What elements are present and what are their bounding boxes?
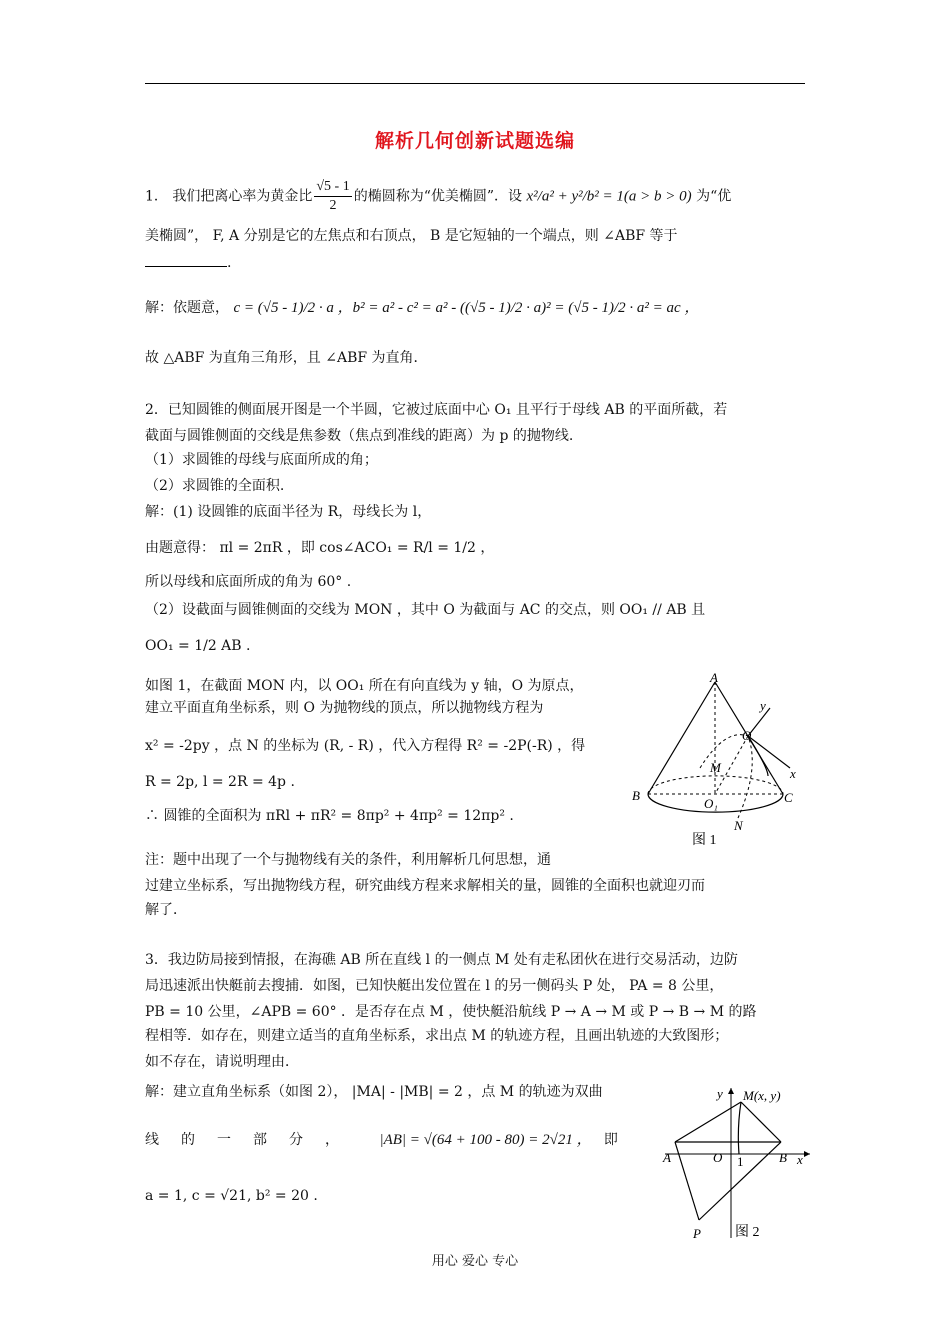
fig2-label-O: O [713, 1150, 723, 1165]
header-rule [145, 83, 805, 84]
q3-word: ， [325, 1132, 339, 1148]
q3-word: 分 [289, 1132, 303, 1148]
fig2-label-1: 1 [737, 1154, 744, 1169]
q2-solution-1: 解：(1) 设圆锥的底面半径为 R，母线长为 l， [145, 504, 432, 520]
q1-solution [145, 298, 805, 318]
fig1-label-x: x [790, 766, 796, 781]
fig2-label-y: y [717, 1086, 723, 1101]
q2-solution-2: 由题意得： πl = 2πR ，即 cos∠ACO₁ = R/l = 1/2 ， [145, 540, 495, 556]
q3-word: 一 [217, 1132, 231, 1148]
q3-statement-1: 3．我边防局接到情报，在海礁 AB 所在直线 l 的一侧点 M 处有走私团伙在进行交易活动，边防 [145, 952, 738, 968]
q1-line2: 美椭圆”， F, A 分别是它的左焦点和右顶点， B 是它短轴的一个端点，则 ∠ABF 等于 [145, 228, 678, 244]
golden-ratio-denominator: 2 [329, 198, 337, 213]
q1-line3 [145, 252, 805, 273]
q2-note-2: 过建立坐标系，写出抛物线方程，研究曲线方程来求解相关的量，圆锥的全面积也就迎刃而 [145, 878, 705, 894]
q2-note-3: 解了． [145, 902, 187, 918]
q3-statement-4: 程相等．如存在，则建立适当的直角坐标系，求出点 M 的轨迹方程，且画出轨迹的大致图形； [145, 1028, 729, 1044]
fig2-label-P: P [693, 1226, 701, 1241]
fig1-label-O: O [742, 728, 752, 743]
fig1-label-M: M [710, 760, 721, 775]
q3-word: 部 [253, 1132, 267, 1148]
golden-ratio-numerator: √5 - 1 [314, 178, 351, 197]
q2-solution-3: 所以母线和底面所成的角为 60° . [145, 574, 352, 590]
q2-solution-9: R = 2p, l = 2R = 4p . [145, 774, 295, 790]
q2-solution-7: 建立平面直角坐标系，则 O 为抛物线的顶点，所以抛物线方程为 [145, 700, 544, 716]
answer-blank [145, 252, 227, 267]
q3-statement-3: PB = 10 公里，∠APB = 60° ．是否存在点 M ，使快艇沿航线 P → A → M 或 P → B → M 的路 [145, 1004, 757, 1020]
fig1-label-B: B [632, 788, 640, 803]
ellipse-equation: x²/a² + y²/b² = 1(a > b > 0) [526, 188, 692, 205]
q2-part-1: （1）求圆锥的母线与底面所成的角； [145, 452, 378, 468]
q2-solution-8: x² = -2py ，点 N 的坐标为 (R, - R) ，代入方程得 R² = -2P(-R) ，得 [145, 738, 586, 754]
q3-solution-2-words [145, 1130, 375, 1150]
q1-line1c: 为“优 [696, 188, 732, 205]
q1-solution-equation: c = (√5 - 1)/2 · a ，b² = a² - c² = a² - ((√5 - 1)/2 · a)² = (√5 - 1)/2 · a² = ac ， [233, 300, 700, 316]
page-footer: 用心 爱心 专心 [431, 1254, 519, 1269]
q2-solution-4: （2）设截面与圆锥侧面的交线为 MON ，其中 O 为截面与 AC 的交点，则 OO₁ // AB 且 [145, 602, 706, 618]
q3-solution-2 [145, 1130, 645, 1150]
q3-statement-2: 局迅速派出快艇前去搜捕．如图，已知快艇出发位置在 l 的另一侧码头 P 处， PA = 8 公里， [145, 978, 724, 994]
fig1-label-C: C [784, 790, 793, 805]
q3-word: 的 [181, 1132, 195, 1148]
q1-line1 [145, 178, 805, 215]
q2-statement-2: 截面与圆锥侧面的交线是焦参数（焦点到准线的距离）为 p 的抛物线. [145, 428, 574, 444]
q1-line1a: 1． 我们把离心率为黄金比 [145, 188, 313, 205]
q3-statement-5: 如不存在，请说明理由． [145, 1054, 299, 1070]
figure-1-cone [620, 668, 810, 850]
q2-note-1: 注：题中出现了一个与抛物线有关的条件，利用解析几何思想，通 [145, 852, 551, 868]
q1-line3-end: . [227, 255, 232, 271]
q3-solution-1: 解：建立直角坐标系（如图 2）， |MA| - |MB| = 2 ，点 M 的轨迹为双曲 [145, 1084, 603, 1100]
fig1-label-N: N [734, 818, 743, 833]
fig2-label-x: x [797, 1152, 803, 1167]
figure-2-hyperbola [655, 1078, 815, 1242]
q3-solution-3: a = 1, c = √21, b² = 20 . [145, 1188, 318, 1204]
q2-solution-5: OO₁ = 1/2 AB . [145, 638, 251, 654]
q2-part-2: （2）求圆锥的全面积. [145, 478, 285, 494]
fig1-caption: 图 1 [692, 833, 717, 848]
page-title: 解析几何创新试题选编 [374, 130, 575, 152]
fig2-caption: 图 2 [735, 1225, 760, 1240]
golden-ratio-fraction [314, 178, 351, 215]
q2-solution-10: ∴ 圆锥的全面积为 πRl + πR² = 8πp² + 4πp² = 12πp² . [145, 808, 514, 824]
q3-word: 线 [145, 1132, 159, 1148]
q3-solution-2-end: 即 [603, 1132, 618, 1148]
fig2-label-A: A [663, 1150, 671, 1165]
q2-statement-1: 2．已知圆锥的侧面展开图是一个半圆，它被过底面中心 O₁ 且平行于母线 AB 的平面所截，若 [145, 402, 728, 418]
fig1-label-A: A [710, 670, 718, 685]
fig2-label-B: B [779, 1150, 787, 1165]
fig2-label-M: M(x, y) [743, 1088, 781, 1103]
q3-distance-equation: |AB| = √(64 + 100 - 80) = 2√21 ， [379, 1132, 592, 1148]
q1-line1b: 的椭圆称为“优美椭圆”．设 [353, 188, 523, 205]
q1-solution-prefix: 解：依题意， [145, 300, 229, 316]
fig1-label-y: y [760, 698, 766, 713]
fig1-label-O1: O₁ [704, 796, 718, 811]
q2-solution-6: 如图 1，在截面 MON 内，以 OO₁ 所在有向直线为 y 轴，O 为原点， [145, 678, 584, 694]
q1-conclusion: 故 △ABF 为直角三角形，且 ∠ABF 为直角． [145, 350, 428, 366]
